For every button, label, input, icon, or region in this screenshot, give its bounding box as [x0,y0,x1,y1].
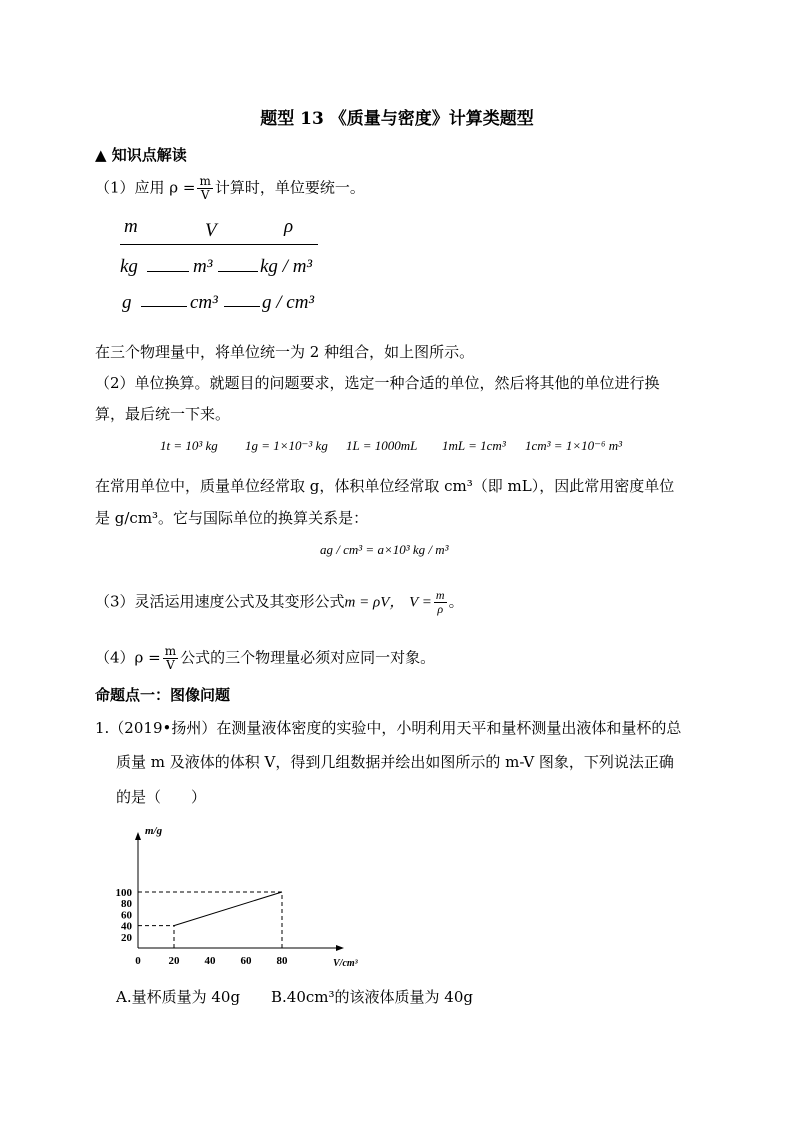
row2-density-unit: g / cm³ [262,292,315,313]
point-2-line2: 算，最后统一下来。 [95,405,231,423]
y-axis-label: m/g [145,825,163,837]
fraction-denominator: V [200,188,210,202]
page-title: 题型 13 《质量与密度》计算类题型 [260,109,534,129]
fraction-denominator: ρ [437,602,444,616]
conversion-2: 1g = 1×10⁻³ kg [245,438,328,453]
y-tick-label: 40 [121,920,132,933]
row2-connector-1 [141,306,187,307]
knowledge-heading: ▲ 知识点解读 [95,146,187,164]
point-1 [95,175,365,202]
common-units-line1: 在常用单位中，质量单位经常取 g，体积单位经常取 cm³（即 mL），因此常用密度单位 [95,477,675,495]
point-1-suffix: 计算时，单位要统一。 [214,178,365,197]
point-3-suffix: 。 [448,592,464,611]
density-fraction-2 [163,645,178,672]
x-tick-label: 60 [240,955,252,967]
row1-connector-2 [218,271,258,272]
row2-volume-unit: cm³ [190,292,218,313]
conversion-1: 1t = 10³ kg [160,438,218,453]
point-3 [95,589,464,616]
volume-fraction [434,589,447,616]
point-4 [95,645,435,672]
question-1-line1: 1.（2019•扬州）在测量液体密度的实验中，小明利用天平和量杯测量出液体和量杯的总 [95,719,682,737]
y-axis-arrow [135,832,141,840]
section-heading: 命题点一：图像问题 [95,686,231,704]
x-tick-label: 40 [204,955,216,967]
fraction-numerator: m [199,174,211,188]
option-a[interactable]: A.量杯质量为 40g [116,988,241,1006]
header-rho: ρ [284,216,294,237]
row1-mass-unit: kg [120,256,138,277]
x-axis-arrow [336,945,344,951]
common-units-line2: 是 g/cm³。它与国际单位的换算关系是： [95,509,369,527]
density-fraction [197,175,212,202]
header-v: V [205,220,217,241]
point-4-suffix: 公式的三个物理量必须对应同一对象。 [180,648,436,667]
unit-relation: ag / cm³ = a×10³ kg / m³ [320,542,449,557]
y-tick-label: 80 [121,898,132,911]
point-3-prefix: （3）灵活运用速度公式及其变形公式 [95,592,345,611]
header-m: m [124,216,138,237]
fraction-numerator: m [435,588,445,602]
x-tick-label: 80 [276,955,288,967]
y-tick-label: 20 [121,931,132,944]
fraction-denominator: V [166,658,175,672]
row2-mass-unit: g [122,292,132,313]
formula-volume-left: V = [409,594,432,611]
row1-connector-1 [147,271,189,272]
fraction-numerator: m [164,644,177,658]
y-tick-label: 100 [115,887,132,899]
table-divider [120,244,318,245]
x-tick-label: 0 [135,955,141,967]
point-2-line1: （2）单位换算。就题目的问题要求，选定一种合适的单位，然后将其他的单位进行换 [95,374,660,392]
table-note: 在三个物理量中，将单位统一为 2 种组合，如上图所示。 [95,343,475,361]
row2-connector-2 [224,306,260,307]
point-1-prefix: （1）应用 ρ = [95,178,196,197]
option-b[interactable]: B.40cm³的该液体质量为 40g [271,988,473,1006]
y-tick-label: 60 [121,909,132,922]
point-4-prefix: （4）ρ = [95,648,161,667]
conversion-3: 1L = 1000mL [346,438,418,453]
x-tick-label: 20 [168,955,180,967]
x-axis-label: V/cm³ [333,958,358,969]
question-1-line3: 的是（ ） [116,788,207,806]
series-line [174,892,282,926]
conversion-4: 1mL = 1cm³ [442,438,506,453]
conversion-5: 1cm³ = 1×10⁻⁶ m³ [525,438,623,453]
row1-density-unit: kg / m³ [260,256,313,277]
row1-volume-unit: m³ [193,256,213,277]
formula-mass: m = ρV， [344,594,405,611]
mv-chart [108,815,368,985]
question-1-line2: 质量 m 及液体的体积 V，得到几组数据并绘出如图所示的 m-V 图象，下列说法正确 [116,753,674,771]
